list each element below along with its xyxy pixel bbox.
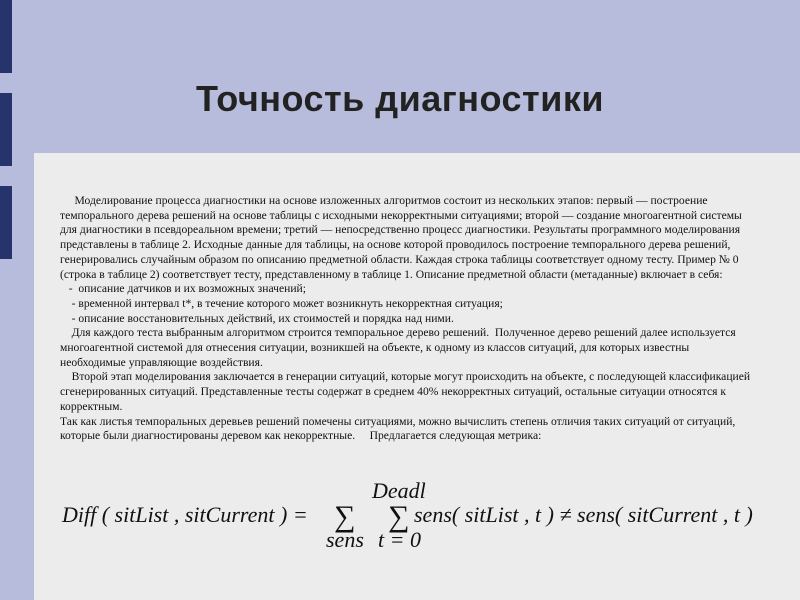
outer-sum-symbol: ∑ [334,500,356,533]
list-item-interval: - временной интервал t*, в течение которого может возникнуть некорректная ситуация; [60,296,503,310]
accent-bar-3 [0,186,12,259]
metric-formula [0,470,800,560]
formula-lhs: Diff ( sitList , sitCurrent ) = [62,502,308,527]
paragraph-second-stage: Второй этап моделирования заключается в генерации ситуаций, которые могут происходить на объекте, с последующей классификацией сгенерированных ситуаций. Представленные тесты содержат в среднем 40% некорректных ситуаций, остальные ситуации относятся к корректным. [60,370,753,413]
list-item-actions: - описание восстановительных действий, их стоимостей и порядка над ними. [60,311,454,325]
accent-bar-1 [0,0,12,73]
formula-upper-limit: Deadl [372,478,426,503]
list-item-sensors: - описание датчиков и их возможных значений; [60,282,306,296]
inner-sum-symbol: ∑ [388,500,410,533]
paragraph-intro: Моделирование процесса диагностики на основе изложенных алгоритмов состоит из нескольких этапов: первый — построение темпорального дерева решений на основе таблицы с исходными некорректными ситуациями; второй — создание многоагентной системы для диагностики в псевдореальном времени; третий — непосредственно процесс диагностики. Результаты программного моделирования представлены в таблице 2. Исходные данные для таблицы, на основе которой проводилось построение темпорального дерева решений, генерировались случайным образом по описанию предметной области. Каждая строка таблицы соответствует одному тесту. Пример № 0 (строка в таблице 2) соответствует тесту, представленному в таблице 1. Описание предметной области (метаданные) включает в себя: [60,194,745,281]
paragraph-metric: Так как листья темпоральных деревьев решений помечены ситуациями, можно вычислить степень отличия таких ситуаций от ситуаций, которые были диагностированы деревом как некорректные. Предлагается следующая метрика: [60,414,739,443]
formula-inner-subscript: t = 0 [378,527,421,552]
formula-body: sens( sitList , t ) ≠ sens( sitCurrent , t ) [414,502,753,527]
slide-title: Точность диагностики [196,78,604,119]
paragraph-tree: Для каждого теста выбранным алгоритмом строится темпоральное дерево решений. Полученное дерево решений далее используется многоагентной системой для отнесения ситуации, возникшей на объекте, к одному из классов ситуаций, для которых известны необходимые управляющие воздействия. [60,326,739,369]
formula-outer-subscript: sens [326,527,364,552]
body-text [60,194,752,444]
